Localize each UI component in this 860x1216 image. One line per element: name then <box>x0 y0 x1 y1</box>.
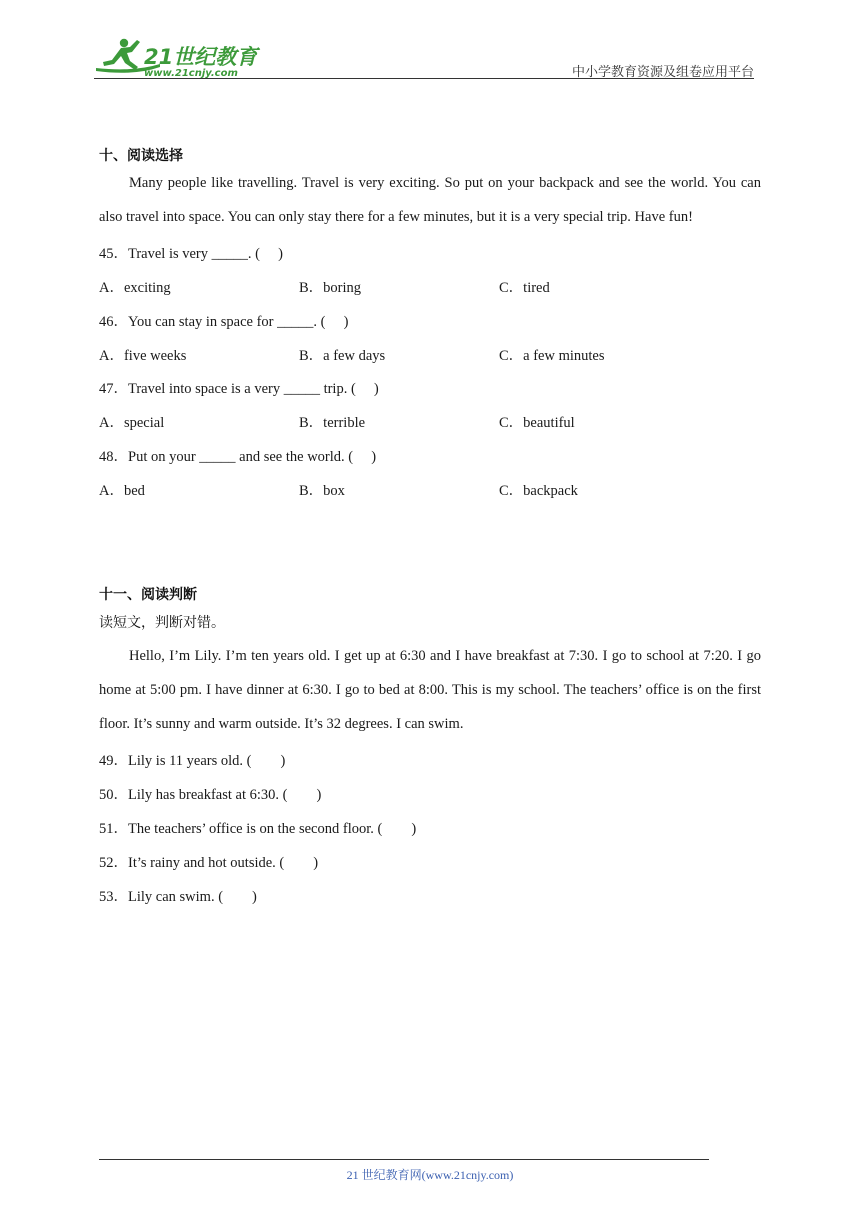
q46-option-b[interactable]: B．a few days <box>299 348 386 364</box>
section-11-instruction: 读短文，判断对错。 <box>99 615 225 631</box>
logo-sub-text: www.21cnjy.com <box>144 68 238 79</box>
question-48-stem: 48．Put on your _____ and see the world. ( ) <box>99 449 377 465</box>
section-11-passage: Hello, I’m Lily. I’m ten years old. I get up at 6:30 and I have breakfast at 7:30. I go to school at 7:20. I go home at 5:00 pm. I have dinner at 6:30. I go to bed at 8:00. This is my school. The teachers’ office is on the first floor. It’s sunny and warm outside. It’s 32 degrees. I can swim. <box>99 648 761 732</box>
logo-main-text: 21世纪教育 <box>144 45 258 69</box>
question-45-stem: 45．Travel is very _____. ( ) <box>99 246 283 262</box>
footer-site-text: 21 世纪教育网(www.21cnjy.com) <box>346 1168 514 1182</box>
q45-option-b[interactable]: B．boring <box>299 280 362 296</box>
q47-option-b[interactable]: B．terrible <box>299 415 366 431</box>
statement-49: 49．Lily is 11 years old. ( ) <box>99 753 286 769</box>
q48-option-a[interactable]: A．bed <box>99 483 145 499</box>
statement-52: 52．It’s rainy and hot outside. ( ) <box>99 855 319 871</box>
statement-53: 53．Lily can swim. ( ) <box>99 889 257 905</box>
site-logo <box>94 36 264 80</box>
q47-option-c[interactable]: C．beautiful <box>499 415 575 431</box>
q45-option-c[interactable]: C．tired <box>499 280 550 296</box>
q48-option-b[interactable]: B．box <box>299 483 345 499</box>
section-11-title: 十一、阅读判断 <box>99 587 197 603</box>
footer-divider <box>99 1159 709 1160</box>
q46-option-a[interactable]: A．five weeks <box>99 348 187 364</box>
header-divider <box>94 78 754 79</box>
q45-option-a[interactable]: A．exciting <box>99 280 171 296</box>
section-10-passage: Many people like travelling. Travel is very exciting. So put on your backpack and see the world. You can also travel into space. You can only stay there for a few minutes, but it is a very special trip. Have fun! <box>99 175 761 225</box>
q47-option-a[interactable]: A．special <box>99 415 165 431</box>
question-47-stem: 47．Travel into space is a very _____ trip. ( ) <box>99 381 379 397</box>
q48-option-c[interactable]: C．backpack <box>499 483 578 499</box>
header-platform-text: 中小学教育资源及组卷应用平台 <box>571 65 754 80</box>
q46-option-c[interactable]: C．a few minutes <box>499 348 605 364</box>
section-10-title: 十、阅读选择 <box>99 148 183 164</box>
statement-51: 51．The teachers’ office is on the second floor. ( ) <box>99 821 417 837</box>
statement-50: 50．Lily has breakfast at 6:30. ( ) <box>99 787 322 803</box>
question-46-stem: 46．You can stay in space for _____. ( ) <box>99 314 349 330</box>
